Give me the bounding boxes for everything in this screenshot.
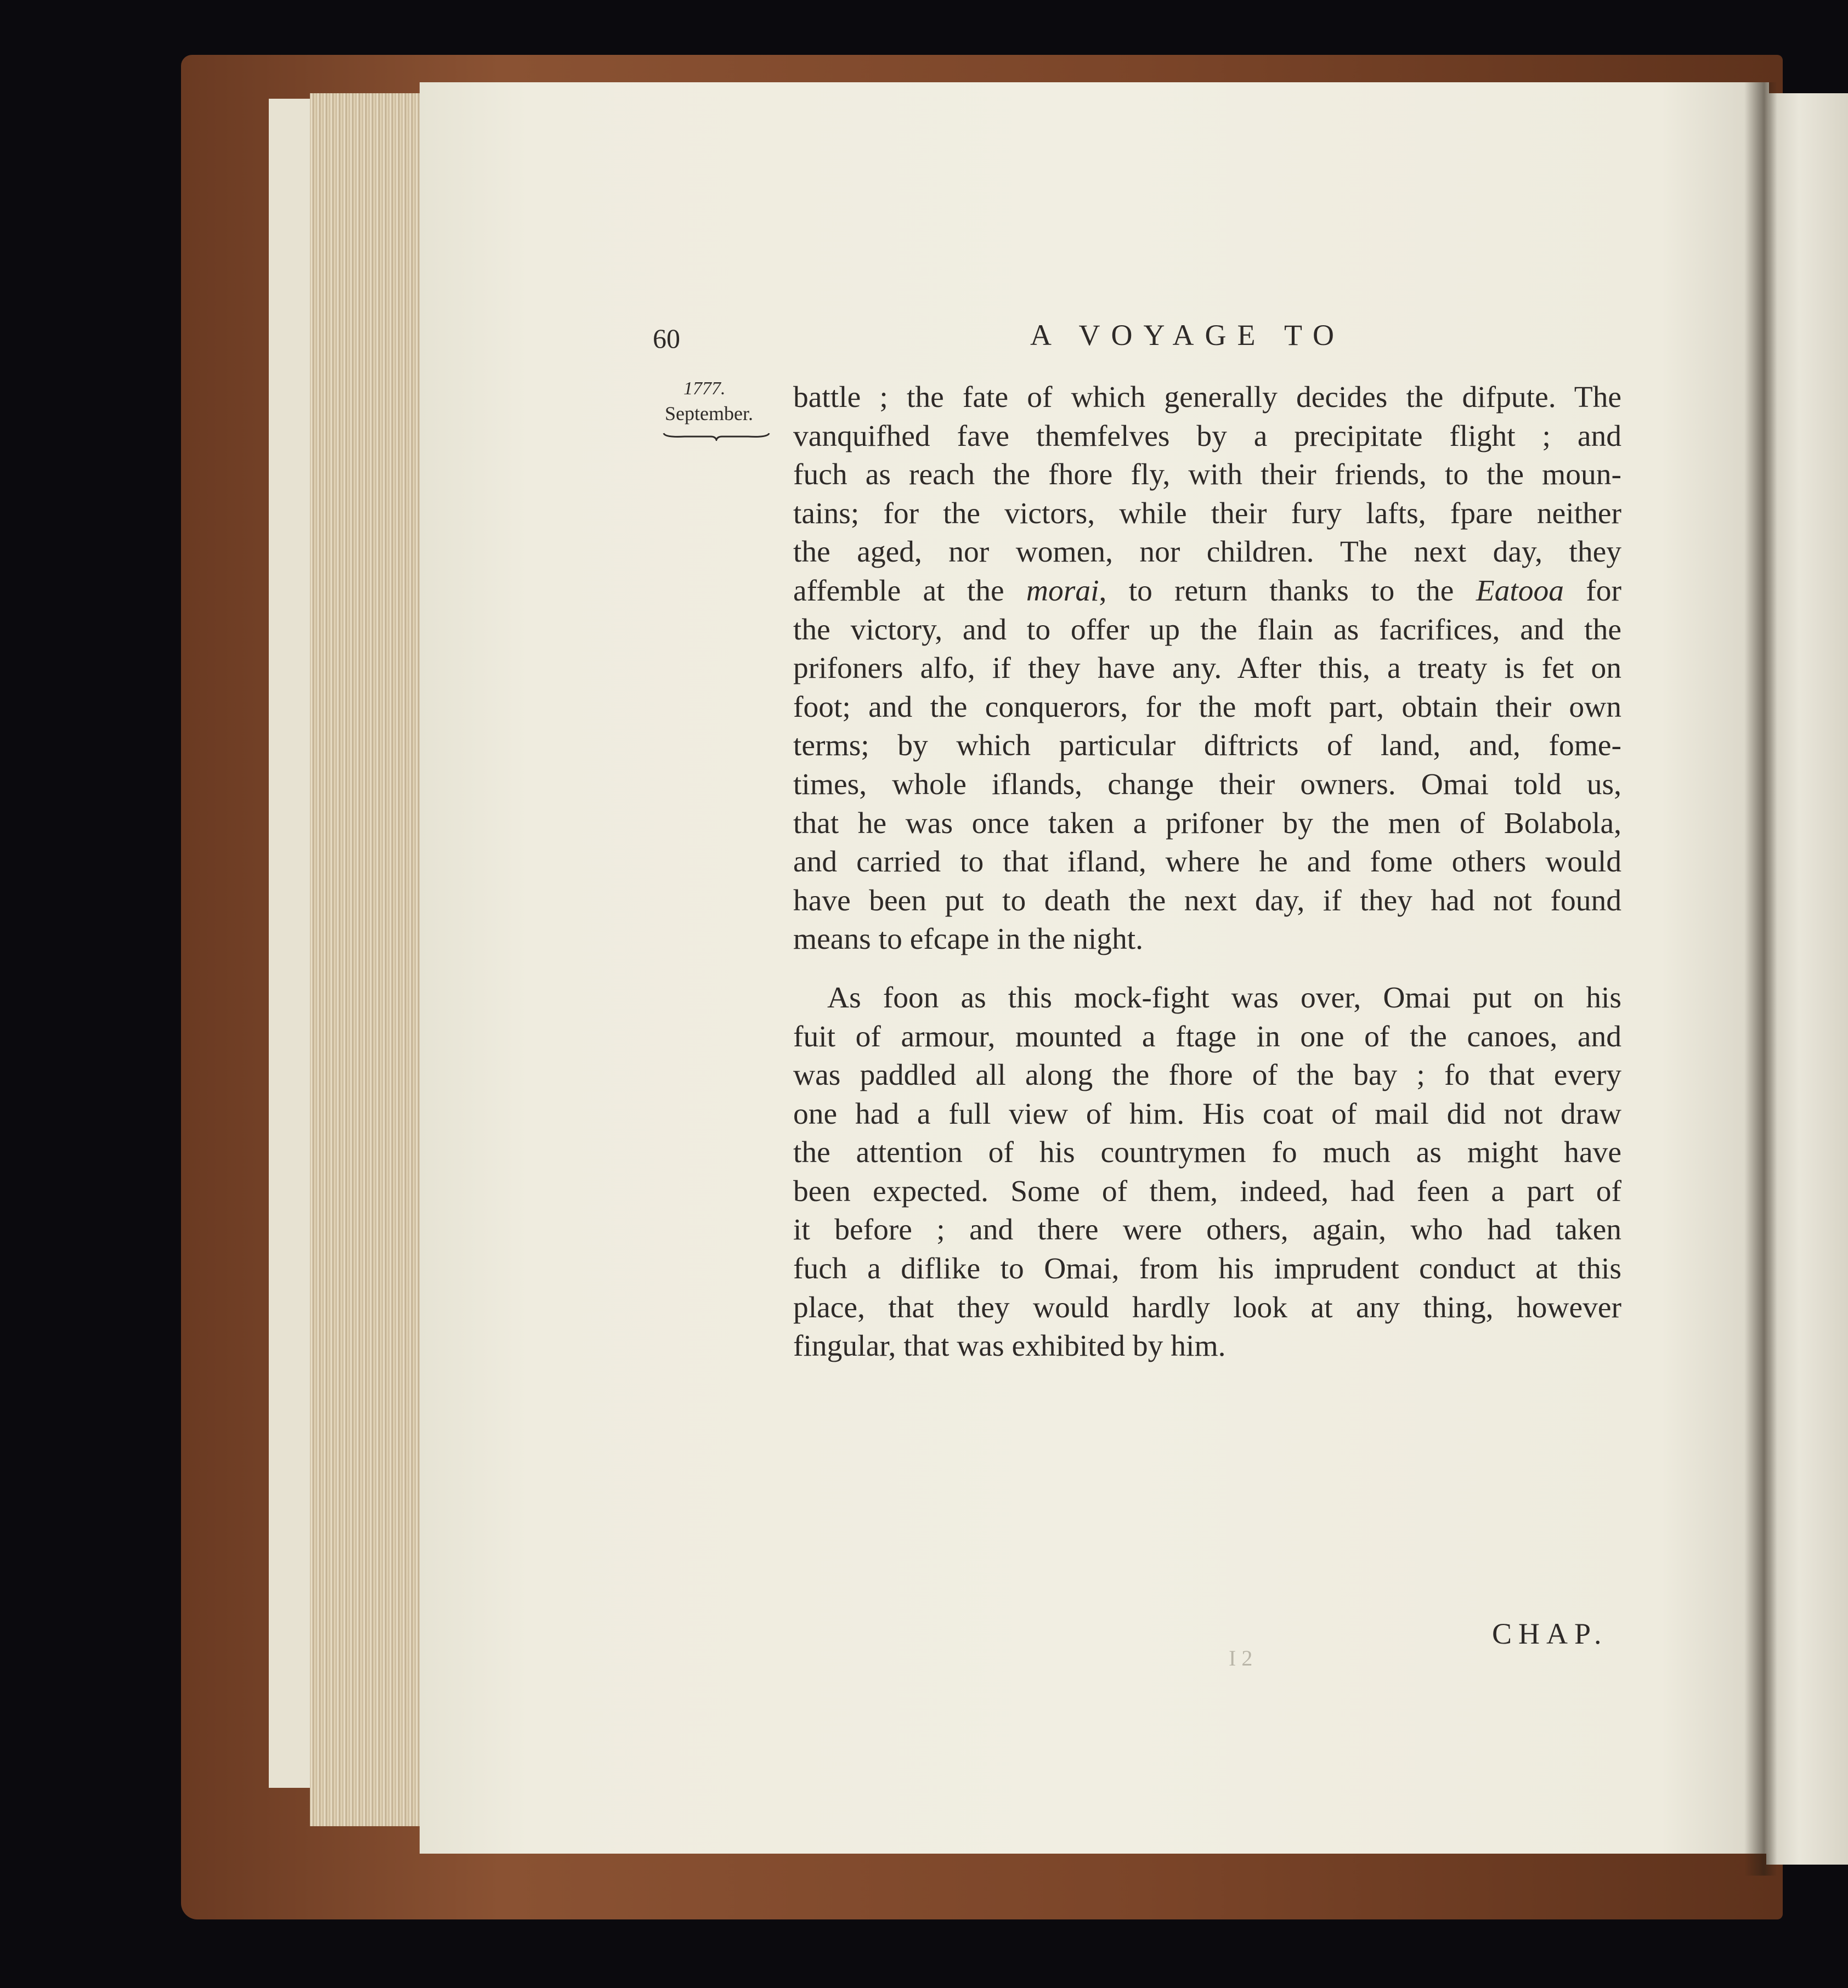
text-line: have been put to death the next day, if they had not found <box>793 883 1621 917</box>
text-line: means to efcape in the night. <box>793 922 1144 956</box>
margin-note-month: September. <box>665 403 753 424</box>
text-line: one had a full view of him. His coat of mail did not draw <box>793 1097 1621 1131</box>
margin-brace-ornament <box>663 431 770 441</box>
text-line: been expected. Some of them, indeed, had feen a part of <box>793 1174 1621 1208</box>
text-line: the attention of his countrymen fo much as might have <box>793 1136 1621 1170</box>
text-line: As foon as this mock-fight was over, Omai put on his <box>827 981 1621 1015</box>
paragraph <box>793 979 1621 1366</box>
text-line: fuit of armour, mounted a ftage in one of the canoes, and <box>793 1020 1621 1054</box>
text-line: battle ; the fate of which generally decides the difpute. The <box>793 381 1621 414</box>
signature-mark: I 2 <box>1229 1646 1253 1670</box>
text-line: tains; for the victors, while their fury lafts, fpare neither <box>793 496 1621 530</box>
margin-note-year: 1777. <box>683 378 726 399</box>
text-line: that he was once taken a prifoner by the men of Bolabola, <box>793 806 1621 840</box>
text-line <box>793 572 1621 611</box>
text-line: place, that they would hardly look at any thing, however <box>793 1290 1621 1324</box>
text-line: terms; by which particular diftricts of land, and, fome- <box>793 729 1621 763</box>
body-text <box>793 378 1621 1366</box>
text-line: was paddled all along the fhore of the bay ; fo that every <box>793 1058 1621 1092</box>
text-segment: for <box>1564 574 1622 608</box>
page-number: 60 <box>653 323 680 354</box>
text-line: prifoners alfo, if they have any. After this, a treaty is fet on <box>793 652 1621 686</box>
paragraph <box>793 378 1621 959</box>
text-line: it before ; and there were others, again, who had taken <box>793 1213 1621 1247</box>
text-line: times, whole iflands, change their owners. Omai told us, <box>793 767 1621 801</box>
page-edges <box>310 93 420 1826</box>
text-line: foot; and the conquerors, for the moft part, obtain their own <box>793 690 1621 724</box>
text-line: and carried to that ifland, where he and fome others would <box>793 845 1621 879</box>
text-segment: , to return thanks to the <box>1099 574 1476 608</box>
text-line: fuch as reach the fhore fly, with their friends, to the moun- <box>793 458 1621 492</box>
italic-term: morai <box>1026 574 1099 608</box>
text-line: the victory, and to offer up the flain as facrifices, and the <box>793 613 1621 647</box>
text-line: fingular, that was exhibited by him. <box>793 1329 1226 1363</box>
text-line: fuch a diflike to Omai, from his imprudent conduct at this <box>793 1252 1621 1286</box>
facing-page-edge <box>1766 93 1848 1865</box>
gutter-shadow <box>1744 82 1777 1876</box>
text-line: vanquifhed fave themfelves by a precipitate flight ; and <box>793 419 1621 453</box>
text-line: the aged, nor women, nor children. The next day, they <box>793 535 1621 569</box>
catchword: CHAP. <box>1492 1617 1608 1650</box>
running-head: A VOYAGE TO <box>1030 319 1346 352</box>
text-segment: affemble at the <box>793 574 1026 608</box>
italic-term: Eatooa <box>1476 574 1564 608</box>
